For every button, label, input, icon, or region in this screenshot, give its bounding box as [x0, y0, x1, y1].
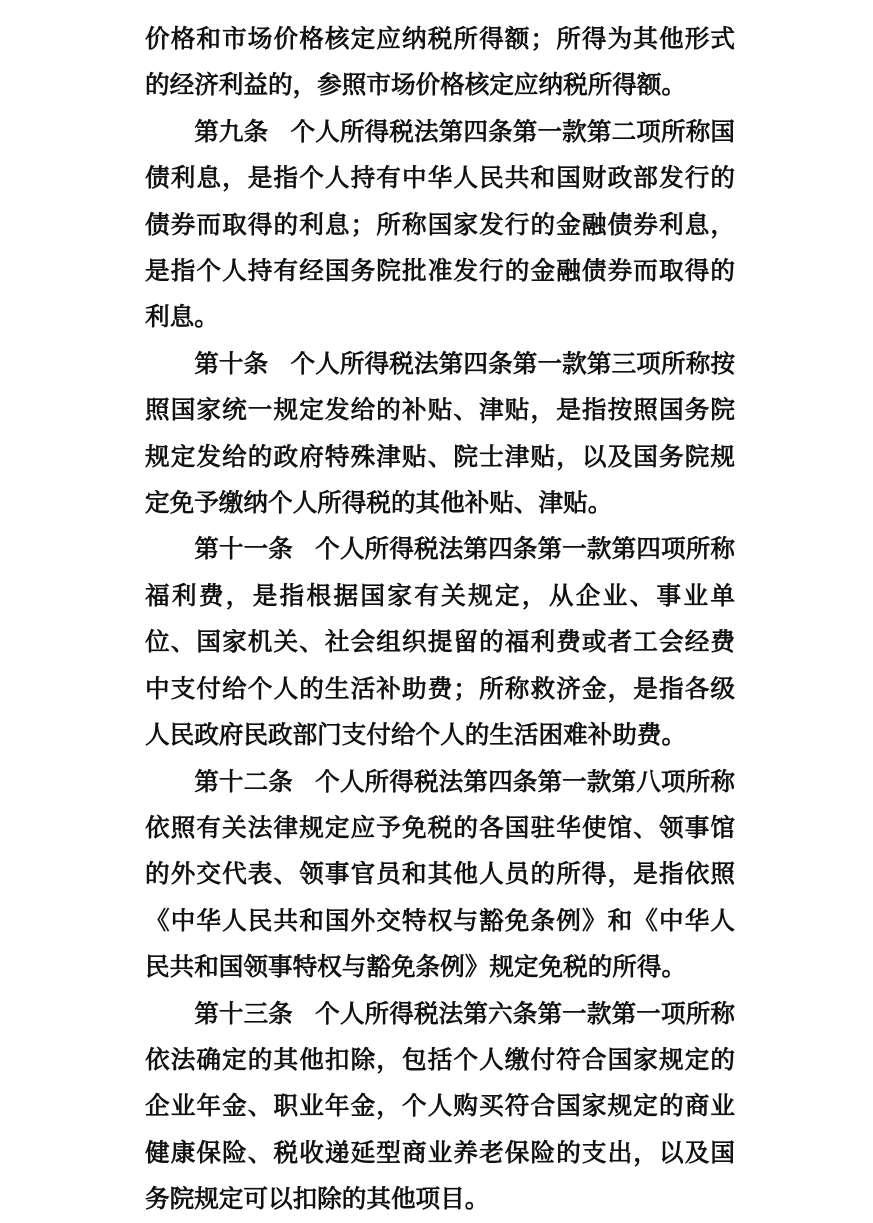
article-heading: 第十条 [194, 348, 269, 378]
document-body [145, 16, 735, 1223]
paragraph-text: 个人所得税法第四条第一款第二项所称国债利息，是指个人持有中华人民共和国财政部发行的债券而取得的利息；所称国家发行的金融债券利息，是指个人持有经国务院批准发行的金融债券而取得的利息。 [145, 116, 735, 332]
article-11 [145, 526, 735, 758]
article-heading: 第九条 [194, 116, 269, 146]
article-9 [145, 109, 735, 341]
article-12 [145, 759, 735, 991]
paragraph-continuation [145, 16, 735, 109]
paragraph-text: 个人所得税法第六条第一款第一项所称依法确定的其他扣除，包括个人缴付符合国家规定的企业年金、职业年金，个人购买符合国家规定的商业健康保险、税收递延型商业养老保险的支出，以及国务院规定可以扣除的其他项目。 [145, 998, 735, 1214]
article-heading: 第十二条 [194, 766, 294, 796]
article-heading: 第十一条 [194, 534, 294, 564]
paragraph-text: 个人所得税法第四条第一款第四项所称福利费，是指根据国家有关规定，从企业、事业单位、国家机关、社会组织提留的福利费或者工会经费中支付给个人的生活补助费；所称救济金，是指各级人民政府民政部门支付给个人的生活困难补助费。 [145, 534, 735, 750]
paragraph-text: 个人所得税法第四条第一款第八项所称依照有关法律规定应予免税的各国驻华使馆、领事馆的外交代表、领事官员和其他人员的所得，是指依照《中华人民共和国外交特权与豁免条例》和《中华人民共和国领事特权与豁免条例》规定免税的所得。 [145, 766, 735, 982]
article-10 [145, 341, 735, 527]
paragraph-text: 价格和市场价格核定应纳税所得额；所得为其他形式的经济利益的，参照市场价格核定应纳税所得额。 [145, 24, 735, 100]
article-heading: 第十三条 [194, 998, 294, 1028]
paragraph-text: 个人所得税法第四条第一款第三项所称按照国家统一规定发给的补贴、津贴，是指按照国务院规定发给的政府特殊津贴、院士津贴，以及国务院规定免予缴纳个人所得税的其他补贴、津贴。 [145, 348, 735, 518]
article-13 [145, 991, 735, 1223]
